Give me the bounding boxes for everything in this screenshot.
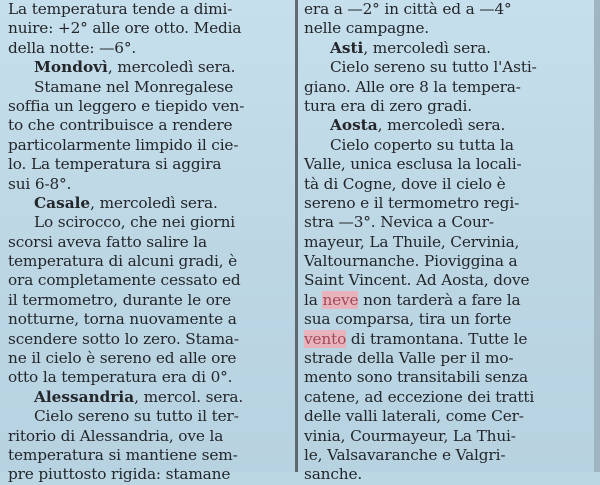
text-line: sua comparsa, tira un forte xyxy=(304,310,512,329)
text-line xyxy=(304,330,591,349)
dateline-rest: , mercoledì sera. xyxy=(107,58,236,77)
dateline-city: Aosta xyxy=(330,116,378,135)
dateline-rest: , mercol. sera. xyxy=(134,387,244,406)
dateline xyxy=(8,194,290,213)
text-line: notturne, torna nuovamente a xyxy=(8,310,237,329)
text-line: temperatura si mantiene sem- xyxy=(8,445,238,464)
dateline-rest: , mercoledì sera. xyxy=(363,38,491,57)
text-line: Cielo coperto su tutta la xyxy=(330,135,514,154)
text-line: temperatura di alcuni gradi, è xyxy=(8,252,238,271)
text-line: pre piuttosto rigida: stamane xyxy=(8,465,231,484)
text-line: ne il cielo è sereno ed alle ore xyxy=(8,349,237,368)
text-line: ora completamente cessato ed xyxy=(8,271,241,290)
text-segment: non tarderà a fare la xyxy=(358,290,521,309)
text-line: catene, ad eccezione dei tratti xyxy=(304,387,535,406)
text-line: tà di Cogne, dove il cielo è xyxy=(304,174,506,193)
text-line: Saint Vincent. Ad Aosta, dove xyxy=(304,271,530,290)
text-line: lo. La temperatura si aggira xyxy=(8,155,222,174)
text-line: le, Valsavaranche e Valgri- xyxy=(304,445,506,464)
right-column xyxy=(304,0,591,484)
text-line: sereno e il termometro regi- xyxy=(304,193,520,212)
dateline-rest: , mercoledì sera. xyxy=(90,193,218,212)
text-line: Valtournanche. Pioviggina a xyxy=(304,252,518,271)
text-line: stra —3°. Nevica a Cour- xyxy=(304,213,494,232)
text-line: Cielo sereno su tutto il ter- xyxy=(34,407,239,426)
dateline-city: Mondovì xyxy=(34,58,108,77)
text-line: sanche. xyxy=(304,465,363,484)
text-line: era a —2° in città ed a —4° xyxy=(304,0,512,18)
text-segment: la xyxy=(304,290,323,309)
text-line: mento sono transitabili senza xyxy=(304,368,528,387)
text-line: particolarmente limpido il cie- xyxy=(8,135,239,154)
text-line: vinia, Courmayeur, La Thui- xyxy=(304,426,516,445)
text-line: scendere sotto lo zero. Stama- xyxy=(8,329,239,348)
text-line: La temperatura tende a dimi- xyxy=(8,0,233,18)
dateline-city: Alessandria xyxy=(34,387,135,406)
text-line: nelle campagne. xyxy=(304,19,430,38)
dateline xyxy=(304,116,591,135)
dateline xyxy=(8,58,290,77)
text-line: soffia un leggero e tiepido ven- xyxy=(8,96,245,115)
text-line: il termometro, durante le ore xyxy=(8,290,231,309)
page-edge xyxy=(594,0,600,472)
dateline xyxy=(304,39,591,58)
text-line: Valle, unica esclusa la locali- xyxy=(304,155,522,174)
text-line: to che contribuisce a rendere xyxy=(8,116,233,135)
highlighted-word: neve xyxy=(322,290,359,309)
text-line: otto la temperatura era di 0°. xyxy=(8,368,233,387)
text-line: sui 6-8°. xyxy=(8,174,72,193)
highlighted-word: vento xyxy=(304,329,347,348)
column-rule xyxy=(295,0,298,472)
text-line: giano. Alle ore 8 la tempera- xyxy=(304,77,521,96)
text-line xyxy=(304,291,591,310)
text-line: delle valli laterali, come Cer- xyxy=(304,407,524,426)
dateline-city: Asti xyxy=(330,38,364,57)
text-line: mayeur, La Thuile, Cervinia, xyxy=(304,232,520,251)
text-line: scorsi aveva fatto salire la xyxy=(8,232,207,251)
left-column xyxy=(8,0,290,484)
text-line: Lo scirocco, che nei giorni xyxy=(34,213,236,232)
text-line: nuire: +2° alle ore otto. Media xyxy=(8,19,242,38)
text-line: tura era di zero gradi. xyxy=(304,96,473,115)
dateline-city: Casale xyxy=(34,193,91,212)
text-line: Stamane nel Monregalese xyxy=(34,77,234,96)
text-line: della notte: —6°. xyxy=(8,38,137,57)
dateline-rest: , mercoledì sera. xyxy=(377,116,506,135)
text-line: ritorio di Alessandria, ove la xyxy=(8,426,224,445)
dateline xyxy=(8,388,290,407)
text-line: strade della Valle per il mo- xyxy=(304,349,514,368)
text-line: Cielo sereno su tutto l'Asti- xyxy=(330,58,537,77)
text-segment: di tramontana. Tutte le xyxy=(346,329,528,348)
